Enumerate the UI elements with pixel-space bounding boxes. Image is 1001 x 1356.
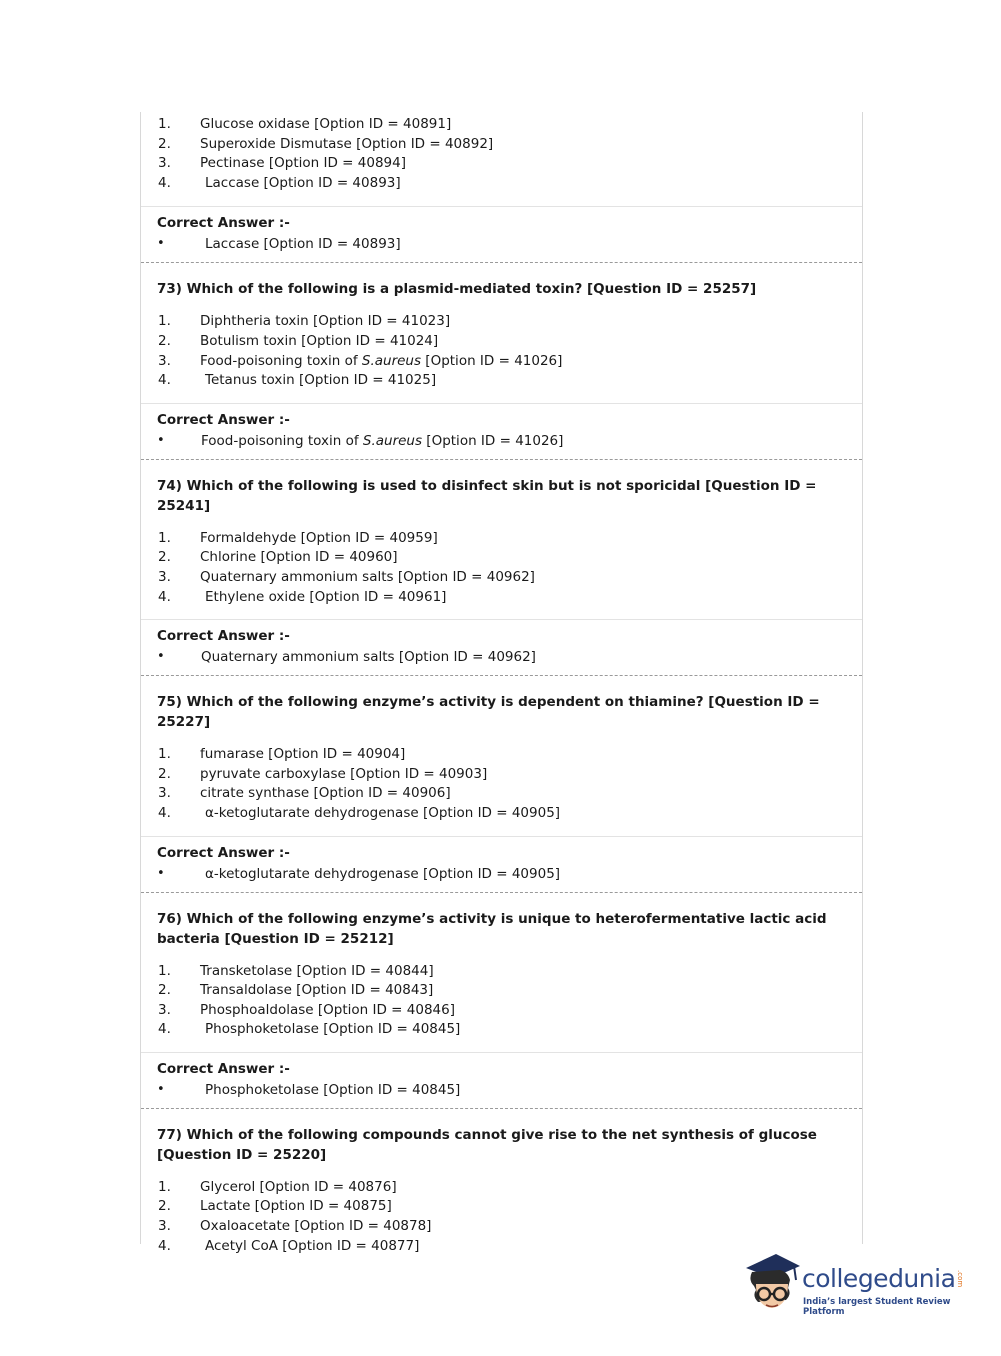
option-item: 4. Laccase [Option ID = 40893] xyxy=(158,174,401,191)
correct-answer-block xyxy=(141,1052,862,1109)
option-item: 2. Lactate [Option ID = 40875] xyxy=(158,1198,392,1215)
correct-answer-block xyxy=(141,619,862,676)
prev-question-options xyxy=(141,112,862,206)
question-73 xyxy=(141,263,862,402)
bullet-icon: • xyxy=(157,865,165,881)
option-item: 3. Oxaloacetate [Option ID = 40878] xyxy=(158,1218,432,1235)
correct-answer-label: Correct Answer :- xyxy=(157,1060,290,1077)
correct-answer-label: Correct Answer :- xyxy=(157,628,290,645)
option-item: 2. Transaldolase [Option ID = 40843] xyxy=(158,982,434,999)
correct-answer-block xyxy=(141,836,862,893)
question-title: 74) Which of the following is used to disinfect skin but is not sporicidal [Question ID = 25241] xyxy=(157,477,817,514)
correct-answer-label: Correct Answer :- xyxy=(157,215,290,232)
option-item: 2. Chlorine [Option ID = 40960] xyxy=(158,549,398,566)
option-item: 2. pyruvate carboxylase [Option ID = 40903] xyxy=(158,765,488,782)
option-item: 4. α-ketoglutarate dehydrogenase [Option ID = 40905] xyxy=(158,804,561,821)
option-item: 1. Glucose oxidase [Option ID = 40891] xyxy=(158,116,452,132)
correct-answer-row: • Phosphoketolase [Option ID = 40845] xyxy=(141,1079,862,1101)
option-item: 4. Tetanus toxin [Option ID = 41025] xyxy=(158,372,437,389)
correct-answer-row: • Food-poisoning toxin of S.aureus [Option ID = 41026] xyxy=(141,430,862,452)
bullet-icon: • xyxy=(157,1081,165,1097)
question-76 xyxy=(141,893,862,1052)
option-item: 1. Glycerol [Option ID = 40876] xyxy=(158,1178,397,1195)
question-75 xyxy=(141,676,862,835)
option-item: 1. Diphtheria toxin [Option ID = 41023] xyxy=(158,313,451,330)
option-item: 2. Botulism toxin [Option ID = 41024] xyxy=(158,332,439,349)
option-item: 4. Phosphoketolase [Option ID = 40845] xyxy=(158,1021,461,1038)
correct-answer-label: Correct Answer :- xyxy=(157,844,290,861)
question-title: 77) Which of the following compounds cannot give rise to the net synthesis of glucose [Question ID = 25220] xyxy=(157,1126,817,1163)
question-74 xyxy=(141,460,862,619)
logo-tagline: India’s largest Student Review Platform xyxy=(803,1297,951,1317)
bullet-icon: • xyxy=(157,236,165,252)
question-title: 73) Which of the following is a plasmid-mediated toxin? [Question ID = 25257] xyxy=(157,281,757,298)
correct-answer-row: • α-ketoglutarate dehydrogenase [Option ID = 40905] xyxy=(141,863,862,885)
option-item: 1. Transketolase [Option ID = 40844] xyxy=(158,962,434,979)
mascot-icon xyxy=(742,1250,800,1318)
option-item: 1. Formaldehyde [Option ID = 40959] xyxy=(158,529,438,546)
option-item: 3. Pectinase [Option ID = 40894] xyxy=(158,155,406,172)
correct-answer-row: • Laccase [Option ID = 40893] xyxy=(141,233,862,255)
option-item: 3. Food-poisoning toxin of S.aureus [Option ID = 41026] xyxy=(158,352,563,369)
logo-name: collegedunia xyxy=(802,1264,956,1293)
option-item: 4. Ethylene oxide [Option ID = 40961] xyxy=(158,588,447,605)
question-77 xyxy=(141,1109,862,1268)
option-item: 2. Superoxide Dismutase [Option ID = 40892] xyxy=(158,135,494,152)
question-sheet xyxy=(140,112,863,1254)
option-item: 1. fumarase [Option ID = 40904] xyxy=(158,746,406,763)
option-item: 3. Phosphoaldolase [Option ID = 40846] xyxy=(158,1001,455,1018)
correct-answer-row: • Quaternary ammonium salts [Option ID = 40962] xyxy=(141,646,862,668)
logo-suffix: .com xyxy=(956,1270,964,1288)
bullet-icon: • xyxy=(157,432,165,448)
question-title: 75) Which of the following enzyme’s activity is dependent on thiamine? [Question ID = 25227] xyxy=(157,694,820,731)
question-title: 76) Which of the following enzyme’s activity is unique to heterofermentative lactic acid bacteria [Question ID = 25212] xyxy=(157,910,827,947)
bullet-icon: • xyxy=(157,649,165,665)
correct-answer-block xyxy=(141,403,862,460)
option-item: 3. citrate synthase [Option ID = 40906] xyxy=(158,785,451,802)
correct-answer-block xyxy=(141,206,862,263)
collegedunia-logo[interactable] xyxy=(742,1250,972,1322)
option-item: 3. Quaternary ammonium salts [Option ID = 40962] xyxy=(158,568,535,585)
correct-answer-label: Correct Answer :- xyxy=(157,411,290,428)
option-item: 4. Acetyl CoA [Option ID = 40877] xyxy=(158,1237,420,1254)
